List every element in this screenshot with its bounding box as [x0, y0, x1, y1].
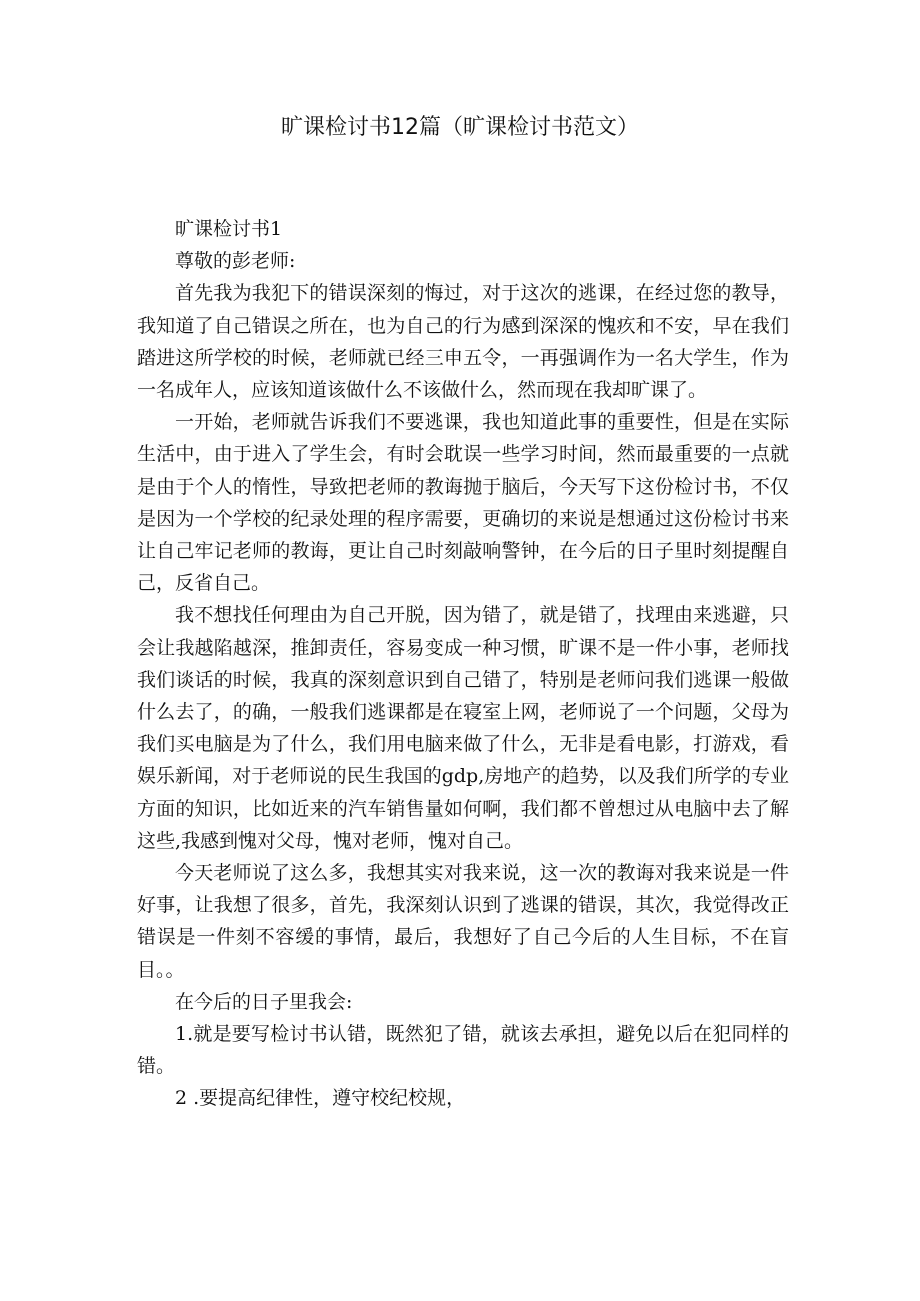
- paragraph-4: 今天老师说了这么多，我想其实对我来说，这一次的教诲对我来说是一件好事，让我想了很多，首先，我深刻认识到了逃课的错误，其次，我觉得改正错误是一件刻不容缓的事情，最后，我想好了自己今后的人生目标，不在盲目。。: [137, 862, 789, 981]
- salutation: 尊敬的彭老师:: [175, 250, 296, 273]
- paragraph-1: 首先我为我犯下的错误深刻的悔过，对于这次的逃课，在经过您的教导，我知道了自己错误之所在，也为自己的行为感到深深的愧疚和不安，早在我们踏进这所学校的时候，老师就已经三申五令，一再强调作为一名大学生，作为一名成年人，应该知道该做什么不该做什么，然而现在我却旷课了。: [137, 282, 789, 402]
- section-heading: 旷课检讨书1: [175, 218, 283, 240]
- list-item-2: 2 .要提高纪律性，遵守校纪校规，: [175, 1087, 466, 1110]
- paragraph-2: 一开始，老师就告诉我们不要逃课，我也知道此事的重要性，但是在实际生活中，由于进入了学生会，有时会耽误一些学习时间，然而最重要的一点就是由于个人的惰性，导致把老师的教诲抛于脑后，今天写下这份检讨书，不仅是因为一个学校的纪录处理的程序需要，更确切的来说是想通过这份检讨书来让自己牢记老师的教诲，更让自己时刻敲响警钟，在今后的日子里时刻提醒自己，反省自己。: [137, 411, 789, 595]
- paragraph-3: 我不想找任何理由为自己开脱，因为错了，就是错了，找理由来逃避，只会让我越陷越深，推卸责任，容易变成一种习惯，旷课不是一件小事，老师找我们谈话的时候，我真的深刻意识到自己错了，特别是老师问我们逃课一般做什么去了，的确，一般我们逃课都是在寝室上网，老师说了一个问题，父母为我们买电脑是为了什么，我们用电脑来做了什么，无非是看电影，打游戏，看娱乐新闻，对于老师说的民生我国的gdp,房地产的趋势，以及我们所学的专业方面的知识，比如近来的汽车销售量如何啊，我们都不曾想过从电脑中去了解这些,我感到愧对父母，愧对老师，愧对自己。: [137, 604, 789, 852]
- document-body: [137, 213, 789, 1115]
- paragraph-5: 在今后的日子里我会:: [175, 990, 353, 1013]
- list-item-1: 1.就是要写检讨书认错，既然犯了错，就该去承担，避免以后在犯同样的错。: [137, 1023, 789, 1078]
- document-title: 旷课检讨书12篇（旷课检讨书范文）: [281, 115, 639, 140]
